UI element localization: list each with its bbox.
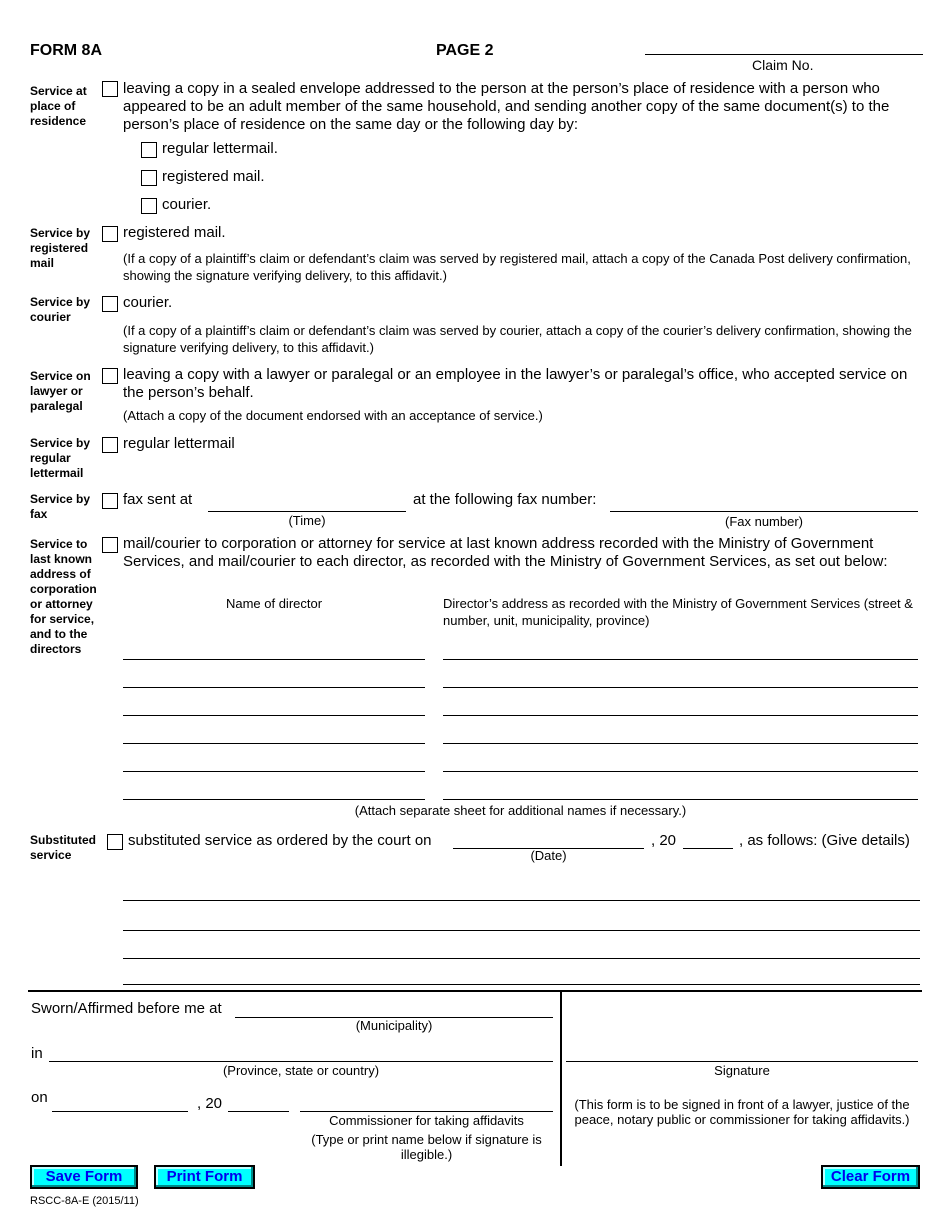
page-number: PAGE 2	[436, 42, 494, 59]
residence-regular-checkbox[interactable]	[141, 142, 157, 158]
residence-option-regular: regular lettermail.	[162, 140, 278, 157]
fax-number-field[interactable]	[610, 511, 918, 512]
director-address-field[interactable]	[443, 659, 918, 660]
courier-note: (If a copy of a plaintiff’s claim or defendant’s claim was served by courier, attach a copy of the courier’s delivery confirmation, showing the signature verifying delivery, to this affidavit.)	[123, 323, 912, 355]
lawyer-text: leaving a copy with a lawyer or paralegal or an employee in the lawyer’s or paralegal’s office, who accepted service on the person’s behalf.	[123, 366, 908, 401]
lettermail-text: regular lettermail	[123, 435, 235, 452]
director-address-header: Director’s address as recorded with the Ministry of Government Services (street & number, unit, municipality, province)	[443, 596, 913, 628]
province-caption: (Province, state or country)	[222, 1063, 380, 1078]
director-name-field[interactable]	[123, 799, 425, 800]
fax-time-field[interactable]	[208, 511, 406, 512]
fax-mid-text: at the following fax number:	[413, 491, 597, 508]
commissioner-note: (Type or print name below if signature is illegible.)	[311, 1132, 542, 1162]
lawyer-label: Service on lawyer or paralegal	[30, 369, 91, 413]
fax-time-caption: (Time)	[288, 513, 326, 528]
director-address-field[interactable]	[443, 743, 918, 744]
corporation-checkbox[interactable]	[102, 537, 118, 553]
substituted-details-field[interactable]	[123, 900, 920, 901]
director-name-field[interactable]	[123, 771, 425, 772]
residence-option-registered: registered mail.	[162, 168, 265, 185]
sworn-year-prefix: , 20	[197, 1095, 223, 1112]
lawyer-note: (Attach a copy of the document endorsed with an acceptance of service.)	[123, 408, 543, 423]
fax-label: Service by fax	[30, 492, 91, 521]
registered-text: registered mail.	[123, 224, 226, 241]
fax-number-caption: (Fax number)	[724, 514, 804, 529]
on-label: on	[31, 1089, 48, 1106]
director-address-field[interactable]	[443, 715, 918, 716]
save-form-button[interactable]: Save Form	[30, 1165, 138, 1189]
director-name-field[interactable]	[123, 715, 425, 716]
commissioner-caption: Commissioner for taking affidavits	[329, 1113, 524, 1128]
signature-field[interactable]	[566, 1061, 918, 1062]
in-label: in	[31, 1045, 43, 1062]
director-name-header: Name of director	[225, 596, 323, 611]
registered-checkbox[interactable]	[102, 226, 118, 242]
substituted-year-prefix: , 20	[651, 832, 677, 849]
lawyer-checkbox[interactable]	[102, 368, 118, 384]
clear-form-button[interactable]: Clear Form	[821, 1165, 920, 1189]
residence-text: leaving a copy in a sealed envelope addressed to the person at the person’s place of residence with a person who appeared to be an adult member of the same household, and sending another copy of the same document(s) to the person’s place of residence on the same day or the following day by:	[123, 80, 890, 133]
courier-text: courier.	[123, 294, 173, 311]
director-address-field[interactable]	[443, 799, 918, 800]
substituted-details-field[interactable]	[123, 930, 920, 931]
section-divider	[28, 990, 922, 992]
substituted-year-field[interactable]	[683, 848, 733, 849]
signature-note: (This form is to be signed in front of a lawyer, justice of the peace, notary public or commissioner for taking affidavits.)	[574, 1097, 910, 1127]
claim-number-label: Claim No.	[752, 57, 814, 73]
courier-label: Service by courier	[30, 295, 91, 324]
signature-caption: Signature	[714, 1063, 770, 1078]
province-field[interactable]	[49, 1061, 553, 1062]
director-name-field[interactable]	[123, 687, 425, 688]
residence-checkbox[interactable]	[102, 81, 118, 97]
substituted-label: Substituted service	[30, 833, 96, 862]
corporation-text: mail/courier to corporation or attorney for service at last known address recorded with the Ministry of Government Services, and mail/courier to each director, as recorded with the Ministry of Government Services, as set out below:	[123, 535, 888, 570]
residence-label: Service at place of residence	[30, 84, 87, 128]
director-address-field[interactable]	[443, 687, 918, 688]
corporation-label: Service to last known address of corporation or attorney for service, and to the directors	[30, 537, 97, 656]
registered-note: (If a copy of a plaintiff’s claim or defendant’s claim was served by registered mail, attach a copy of the Canada Post delivery confirmation, showing the signature verifying delivery, to this affidavit.)	[123, 251, 911, 283]
residence-courier-checkbox[interactable]	[141, 198, 157, 214]
director-name-field[interactable]	[123, 743, 425, 744]
sworn-year-field[interactable]	[228, 1111, 289, 1112]
column-divider	[560, 991, 562, 1166]
lettermail-checkbox[interactable]	[102, 437, 118, 453]
residence-option-courier: courier.	[162, 196, 212, 213]
substituted-text: substituted service as ordered by the court on	[128, 832, 432, 849]
commissioner-signature-field[interactable]	[300, 1111, 553, 1112]
claim-number-field[interactable]	[645, 54, 923, 55]
substituted-suffix: , as follows: (Give details)	[739, 832, 910, 849]
form-code: RSCC-8A-E (2015/11)	[30, 1195, 139, 1207]
fax-checkbox[interactable]	[102, 493, 118, 509]
residence-registered-checkbox[interactable]	[141, 170, 157, 186]
substituted-checkbox[interactable]	[107, 834, 123, 850]
director-name-field[interactable]	[123, 659, 425, 660]
director-address-field[interactable]	[443, 771, 918, 772]
print-form-button[interactable]: Print Form	[154, 1165, 255, 1189]
fax-text: fax sent at	[123, 491, 193, 508]
sworn-date-field[interactable]	[52, 1111, 188, 1112]
form-number: FORM 8A	[30, 42, 102, 59]
sworn-before-label: Sworn/Affirmed before me at	[31, 1000, 222, 1017]
substituted-details-field[interactable]	[123, 958, 920, 959]
registered-label: Service by registered mail	[30, 226, 91, 270]
lettermail-label: Service by regular lettermail	[30, 436, 91, 480]
corporation-note: (Attach separate sheet for additional names if necessary.)	[354, 803, 687, 818]
courier-checkbox[interactable]	[102, 296, 118, 312]
substituted-date-caption: (Date)	[530, 848, 567, 863]
substituted-details-field[interactable]	[123, 984, 920, 985]
municipality-caption: (Municipality)	[355, 1018, 433, 1033]
